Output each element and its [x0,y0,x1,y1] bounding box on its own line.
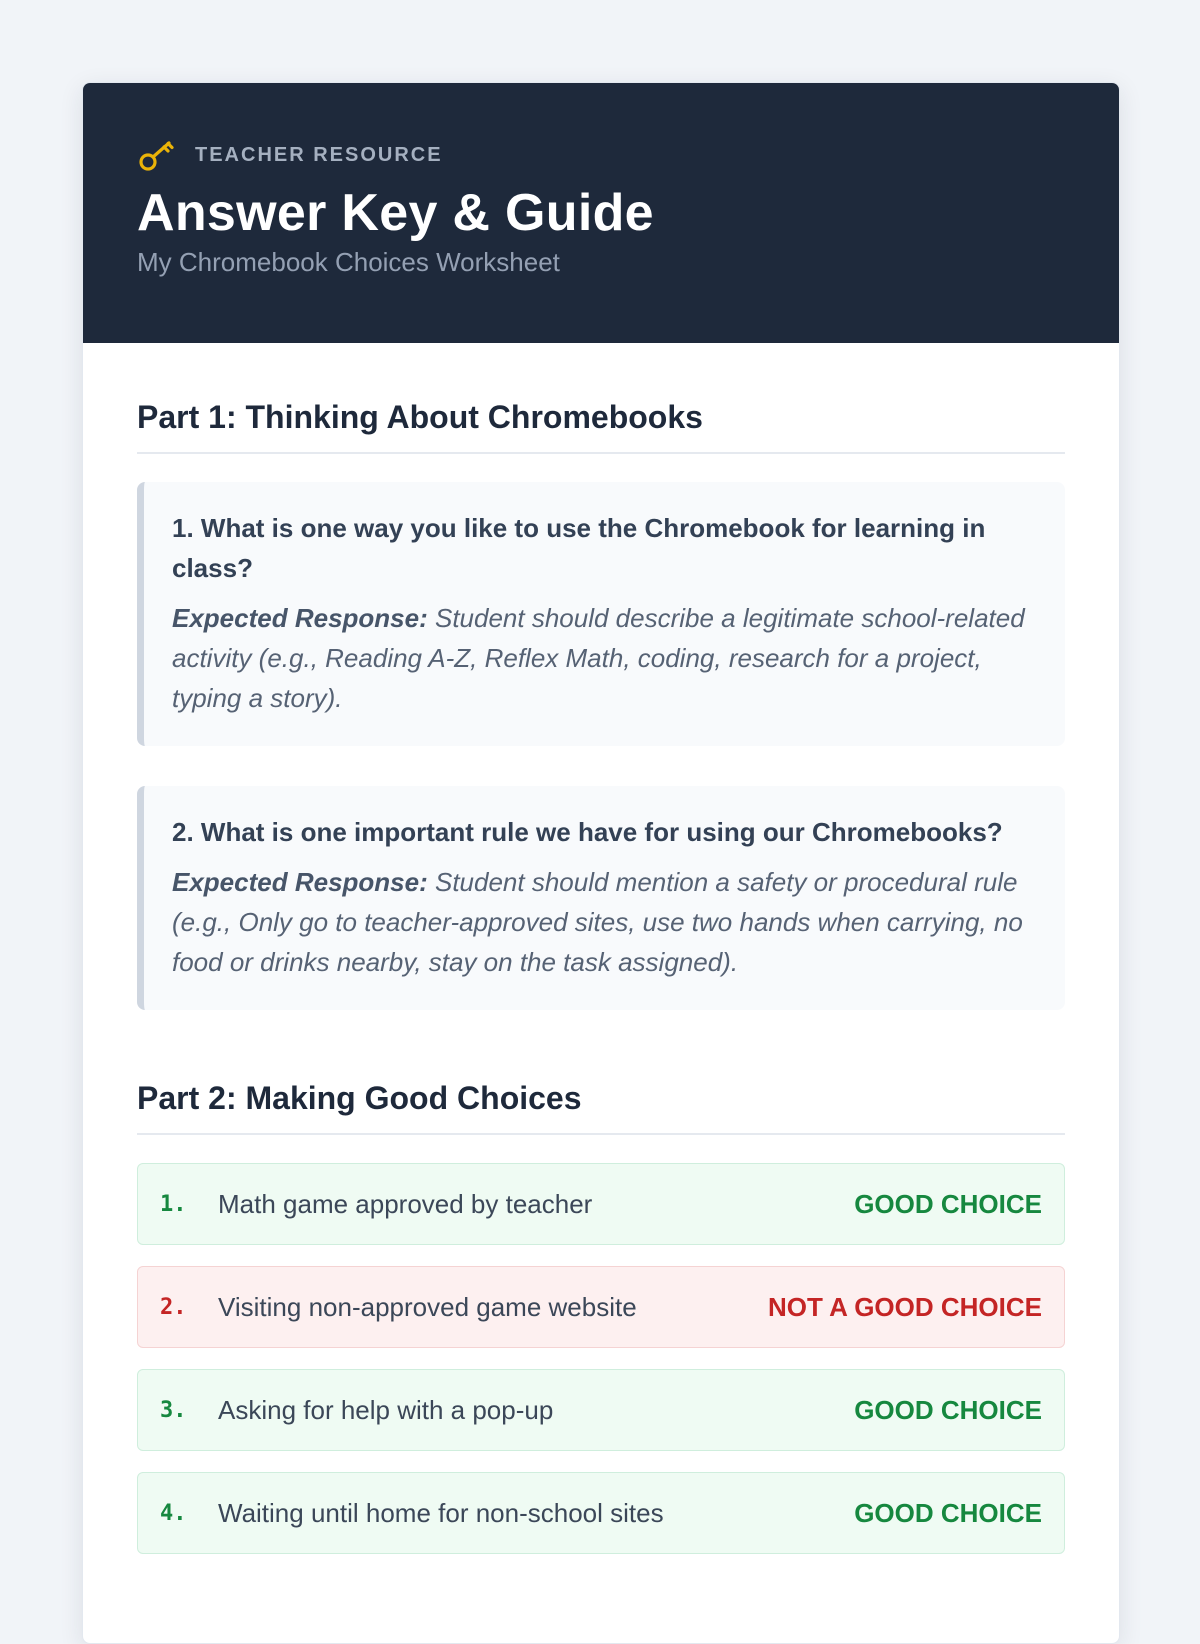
answer-key-card [82,82,1120,1644]
eyebrow-label: TEACHER RESOURCE [195,143,443,166]
choice-item [137,1472,1065,1554]
choice-text: Visiting non-approved game website [218,1291,637,1322]
choice-text: Math game approved by teacher [218,1188,593,1219]
question-text: 2. What is one important rule we have for using our Chromebooks? [172,817,1003,847]
choice-text: Waiting until home for non-school sites [218,1497,664,1528]
choice-number: 1. [160,1191,187,1217]
choice-number: 4. [160,1500,187,1526]
content [83,399,1119,1554]
question-card [137,482,1065,746]
expected-response [172,862,1037,982]
eyebrow [137,135,1065,175]
verdict-badge: GOOD CHOICE [854,1394,1042,1425]
page-subtitle: My Chromebook Choices Worksheet [137,247,560,277]
choice-number: 2. [160,1294,187,1320]
choice-item [137,1163,1065,1245]
choice-item [137,1266,1065,1348]
header [83,83,1119,343]
expected-response-text: Student should mention a safety or procedural rule (e.g., Only go to teacher-approved sites, use two hands when carrying, no food or drinks nearby, stay on the task assigned). [172,867,1023,977]
section-title-part2: Part 2: Making Good Choices [137,1080,1065,1135]
expected-response-text: Student should describe a legitimate school-related activity (e.g., Reading A-Z, Reflex Math, coding, research for a project, typing a story). [172,603,1025,713]
verdict-badge: GOOD CHOICE [854,1188,1042,1219]
question-text: 1. What is one way you like to use the Chromebook for learning in class? [172,513,986,583]
verdict-badge: NOT A GOOD CHOICE [768,1291,1042,1322]
key-icon [137,135,177,175]
verdict-badge: GOOD CHOICE [854,1497,1042,1528]
choice-number: 3. [160,1397,187,1423]
expected-response-label: Expected Response: [172,603,428,633]
page-title: Answer Key & Guide [137,184,654,242]
question-card [137,786,1065,1010]
section-title-part1: Part 1: Thinking About Chromebooks [137,399,1065,454]
choice-text: Asking for help with a pop-up [218,1394,554,1425]
expected-response-label: Expected Response: [172,867,428,897]
expected-response [172,598,1037,718]
choice-list [137,1163,1065,1554]
choice-item [137,1369,1065,1451]
